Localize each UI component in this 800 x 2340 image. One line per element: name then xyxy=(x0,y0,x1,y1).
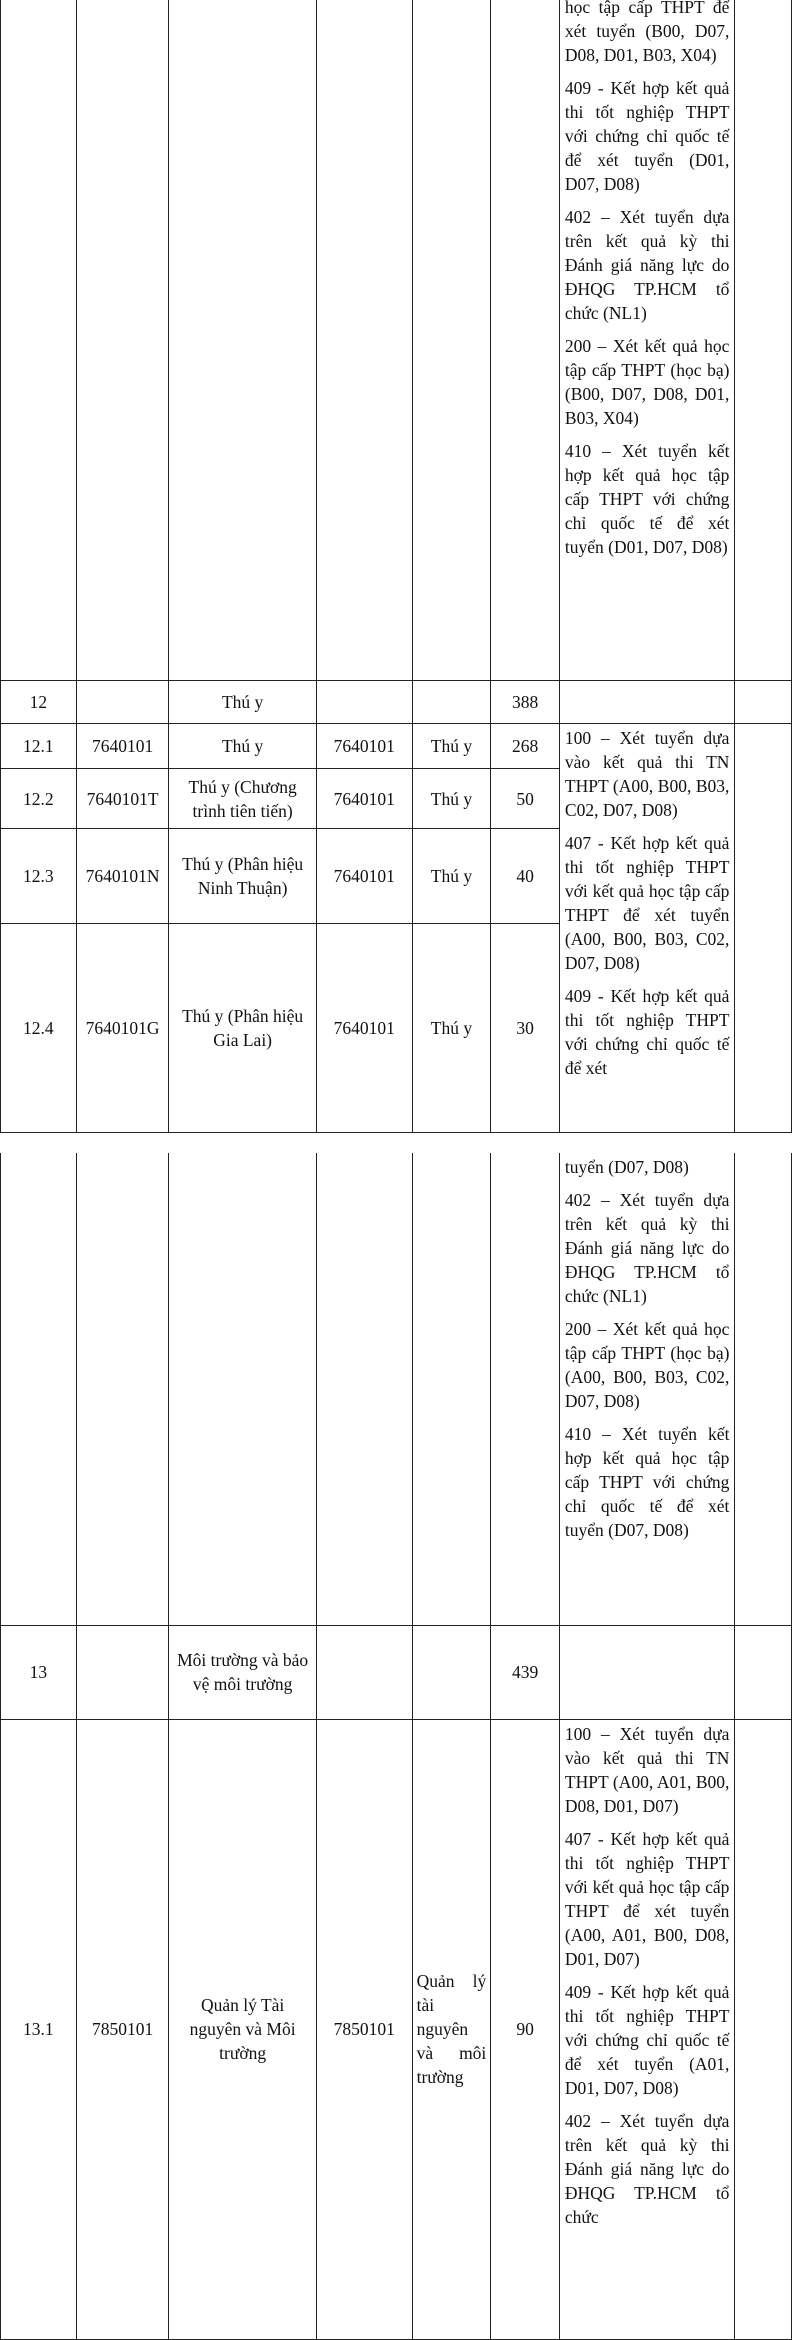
methods-cell xyxy=(559,681,735,724)
major-cell xyxy=(412,1153,491,1625)
methods-cell xyxy=(559,1719,735,2339)
code-cell xyxy=(76,1153,169,1625)
stt-cell: 13.1 xyxy=(1,1719,77,2339)
method-item: 200 – Xét kết quả học tập cấp THPT (học bạ) (B00, D07, D08, D01, B03, X04) xyxy=(564,336,730,428)
note-cell xyxy=(735,1153,792,1625)
major-code-cell: 7640101 xyxy=(316,829,412,924)
method-item: 407 - Kết hợp kết quả thi tốt nghiệp THPT với kết quả học tập cấp THPT để xét tuyển (A00, A01, B00, D08, D01, D07) xyxy=(564,1828,730,1969)
stt-cell: 12.1 xyxy=(1,724,77,769)
name-cell xyxy=(169,1153,316,1625)
name-cell: Thú y (Phân hiệu Ninh Thuận) xyxy=(169,829,316,924)
method-item: 100 – Xét tuyển dựa vào kết quả thi TN THPT (A00, A01, B00, D08, D01, D07) xyxy=(564,1723,730,1816)
major-code-cell: 7640101 xyxy=(316,924,412,1133)
major-cell xyxy=(412,681,491,724)
table-row-group-13 xyxy=(1,1625,792,1719)
method-item: 402 – Xét tuyển dựa trên kết quả kỳ thi Đánh giá năng lực do ĐHQG TP.HCM tổ chức (NL1) xyxy=(564,1190,730,1306)
major-cell xyxy=(412,0,491,681)
method-item: 200 – Xét kết quả học tập cấp THPT (học bạ) (A00, B00, B03, C02, D07, D08) xyxy=(564,1319,730,1411)
methods-cell xyxy=(559,724,735,1133)
major-code-cell xyxy=(316,1153,412,1625)
note-cell xyxy=(735,1625,792,1719)
code-cell xyxy=(76,0,169,681)
name-cell: Thú y xyxy=(169,724,316,769)
major-cell xyxy=(412,1625,491,1719)
major-cell: Thú y xyxy=(412,829,491,924)
note-cell xyxy=(735,681,792,724)
table-row-group-12 xyxy=(1,681,792,724)
methods-cell xyxy=(559,1153,735,1625)
quota-cell: 30 xyxy=(491,924,560,1133)
stt-cell: 13 xyxy=(1,1625,77,1719)
code-cell xyxy=(76,1625,169,1719)
major-code-cell xyxy=(316,681,412,724)
major-code-cell: 7640101 xyxy=(316,769,412,829)
quota-cell: 439 xyxy=(491,1625,560,1719)
note-cell xyxy=(735,0,792,681)
code-cell: 7640101N xyxy=(76,829,169,924)
quota-cell xyxy=(491,0,560,681)
stt-cell: 12 xyxy=(1,681,77,724)
quota-cell: 388 xyxy=(491,681,560,724)
table-row-13-1 xyxy=(1,1719,792,2339)
major-cell: Thú y xyxy=(412,769,491,829)
method-item: 402 – Xét tuyển dựa trên kết quả kỳ thi Đánh giá năng lực do ĐHQG TP.HCM tổ chức xyxy=(564,2110,730,2227)
name-cell: Thú y xyxy=(169,681,316,724)
major-code-cell xyxy=(316,0,412,681)
admission-table-part-2 xyxy=(0,1153,792,2340)
table-row-12-1 xyxy=(1,724,792,769)
name-cell: Quản lý Tài nguyên và Môi trường xyxy=(169,1719,316,2339)
major-cell: Thú y xyxy=(412,924,491,1133)
stt-cell: 12.4 xyxy=(1,924,77,1133)
code-cell: 7640101 xyxy=(76,724,169,769)
code-cell: 7850101 xyxy=(76,1719,169,2339)
method-item: 409 - Kết hợp kết quả thi tốt nghiệp THPT với chứng chỉ quốc tế để xét xyxy=(564,986,730,1078)
name-cell: Thú y (Phân hiệu Gia Lai) xyxy=(169,924,316,1133)
method-item: 409 - Kết hợp kết quả thi tốt nghiệp THPT với chứng chỉ quốc tế để xét tuyển (A01, D01, D07, D08) xyxy=(564,1981,730,2098)
quota-cell xyxy=(491,1153,560,1625)
code-cell xyxy=(76,681,169,724)
major-cell: Thú y xyxy=(412,724,491,769)
name-cell: Môi trường và bảo vệ môi trường xyxy=(169,1625,316,1719)
note-cell xyxy=(735,1719,792,2339)
quota-cell: 50 xyxy=(491,769,560,829)
stt-cell: 12.3 xyxy=(1,829,77,924)
method-item: 410 – Xét tuyển kết hợp kết quả học tập cấp THPT với chứng chỉ quốc tế để xét tuyển (D01, D07, D08) xyxy=(564,441,730,557)
major-code-cell: 7850101 xyxy=(316,1719,412,2339)
name-cell xyxy=(169,0,316,681)
stt-cell xyxy=(1,1153,77,1625)
code-cell: 7640101T xyxy=(76,769,169,829)
admission-table-part-1 xyxy=(0,0,792,1133)
method-item: học tập cấp THPT để xét tuyển (B00, D07, D08, D01, B03, X04) xyxy=(564,0,730,65)
method-item: 407 - Kết hợp kết quả thi tốt nghiệp THPT với kết quả học tập cấp THPT để xét tuyển (A00, B00, B03, C02, D07, D08) xyxy=(564,833,730,973)
stt-cell: 12.2 xyxy=(1,769,77,829)
method-item: tuyển (D07, D08) xyxy=(564,1157,689,1177)
quota-cell: 268 xyxy=(491,724,560,769)
major-cell: Quản lý tài nguyên và môi trường xyxy=(412,1719,491,2339)
stt-cell xyxy=(1,0,77,681)
table-row-continuation xyxy=(1,0,792,681)
table-row-continuation xyxy=(1,1153,792,1625)
methods-cell xyxy=(559,1625,735,1719)
method-item: 409 - Kết hợp kết quả thi tốt nghiệp THPT với chứng chỉ quốc tế để xét tuyển (D01, D07, D08) xyxy=(564,78,730,194)
quota-cell: 40 xyxy=(491,829,560,924)
quota-cell: 90 xyxy=(491,1719,560,2339)
method-item: 402 – Xét tuyển dựa trên kết quả kỳ thi Đánh giá năng lực do ĐHQG TP.HCM tổ chức (NL1) xyxy=(564,207,730,323)
methods-cell xyxy=(559,0,735,681)
major-code-cell xyxy=(316,1625,412,1719)
note-cell xyxy=(735,724,792,1133)
method-item: 100 – Xét tuyển dựa vào kết quả thi TN THPT (A00, B00, B03, C02, D07, D08) xyxy=(564,728,730,820)
name-cell: Thú y (Chương trình tiên tiến) xyxy=(169,769,316,829)
major-code-cell: 7640101 xyxy=(316,724,412,769)
method-item: 410 – Xét tuyển kết hợp kết quả học tập cấp THPT với chứng chỉ quốc tế để xét tuyển (D07, D08) xyxy=(564,1424,730,1540)
code-cell: 7640101G xyxy=(76,924,169,1133)
